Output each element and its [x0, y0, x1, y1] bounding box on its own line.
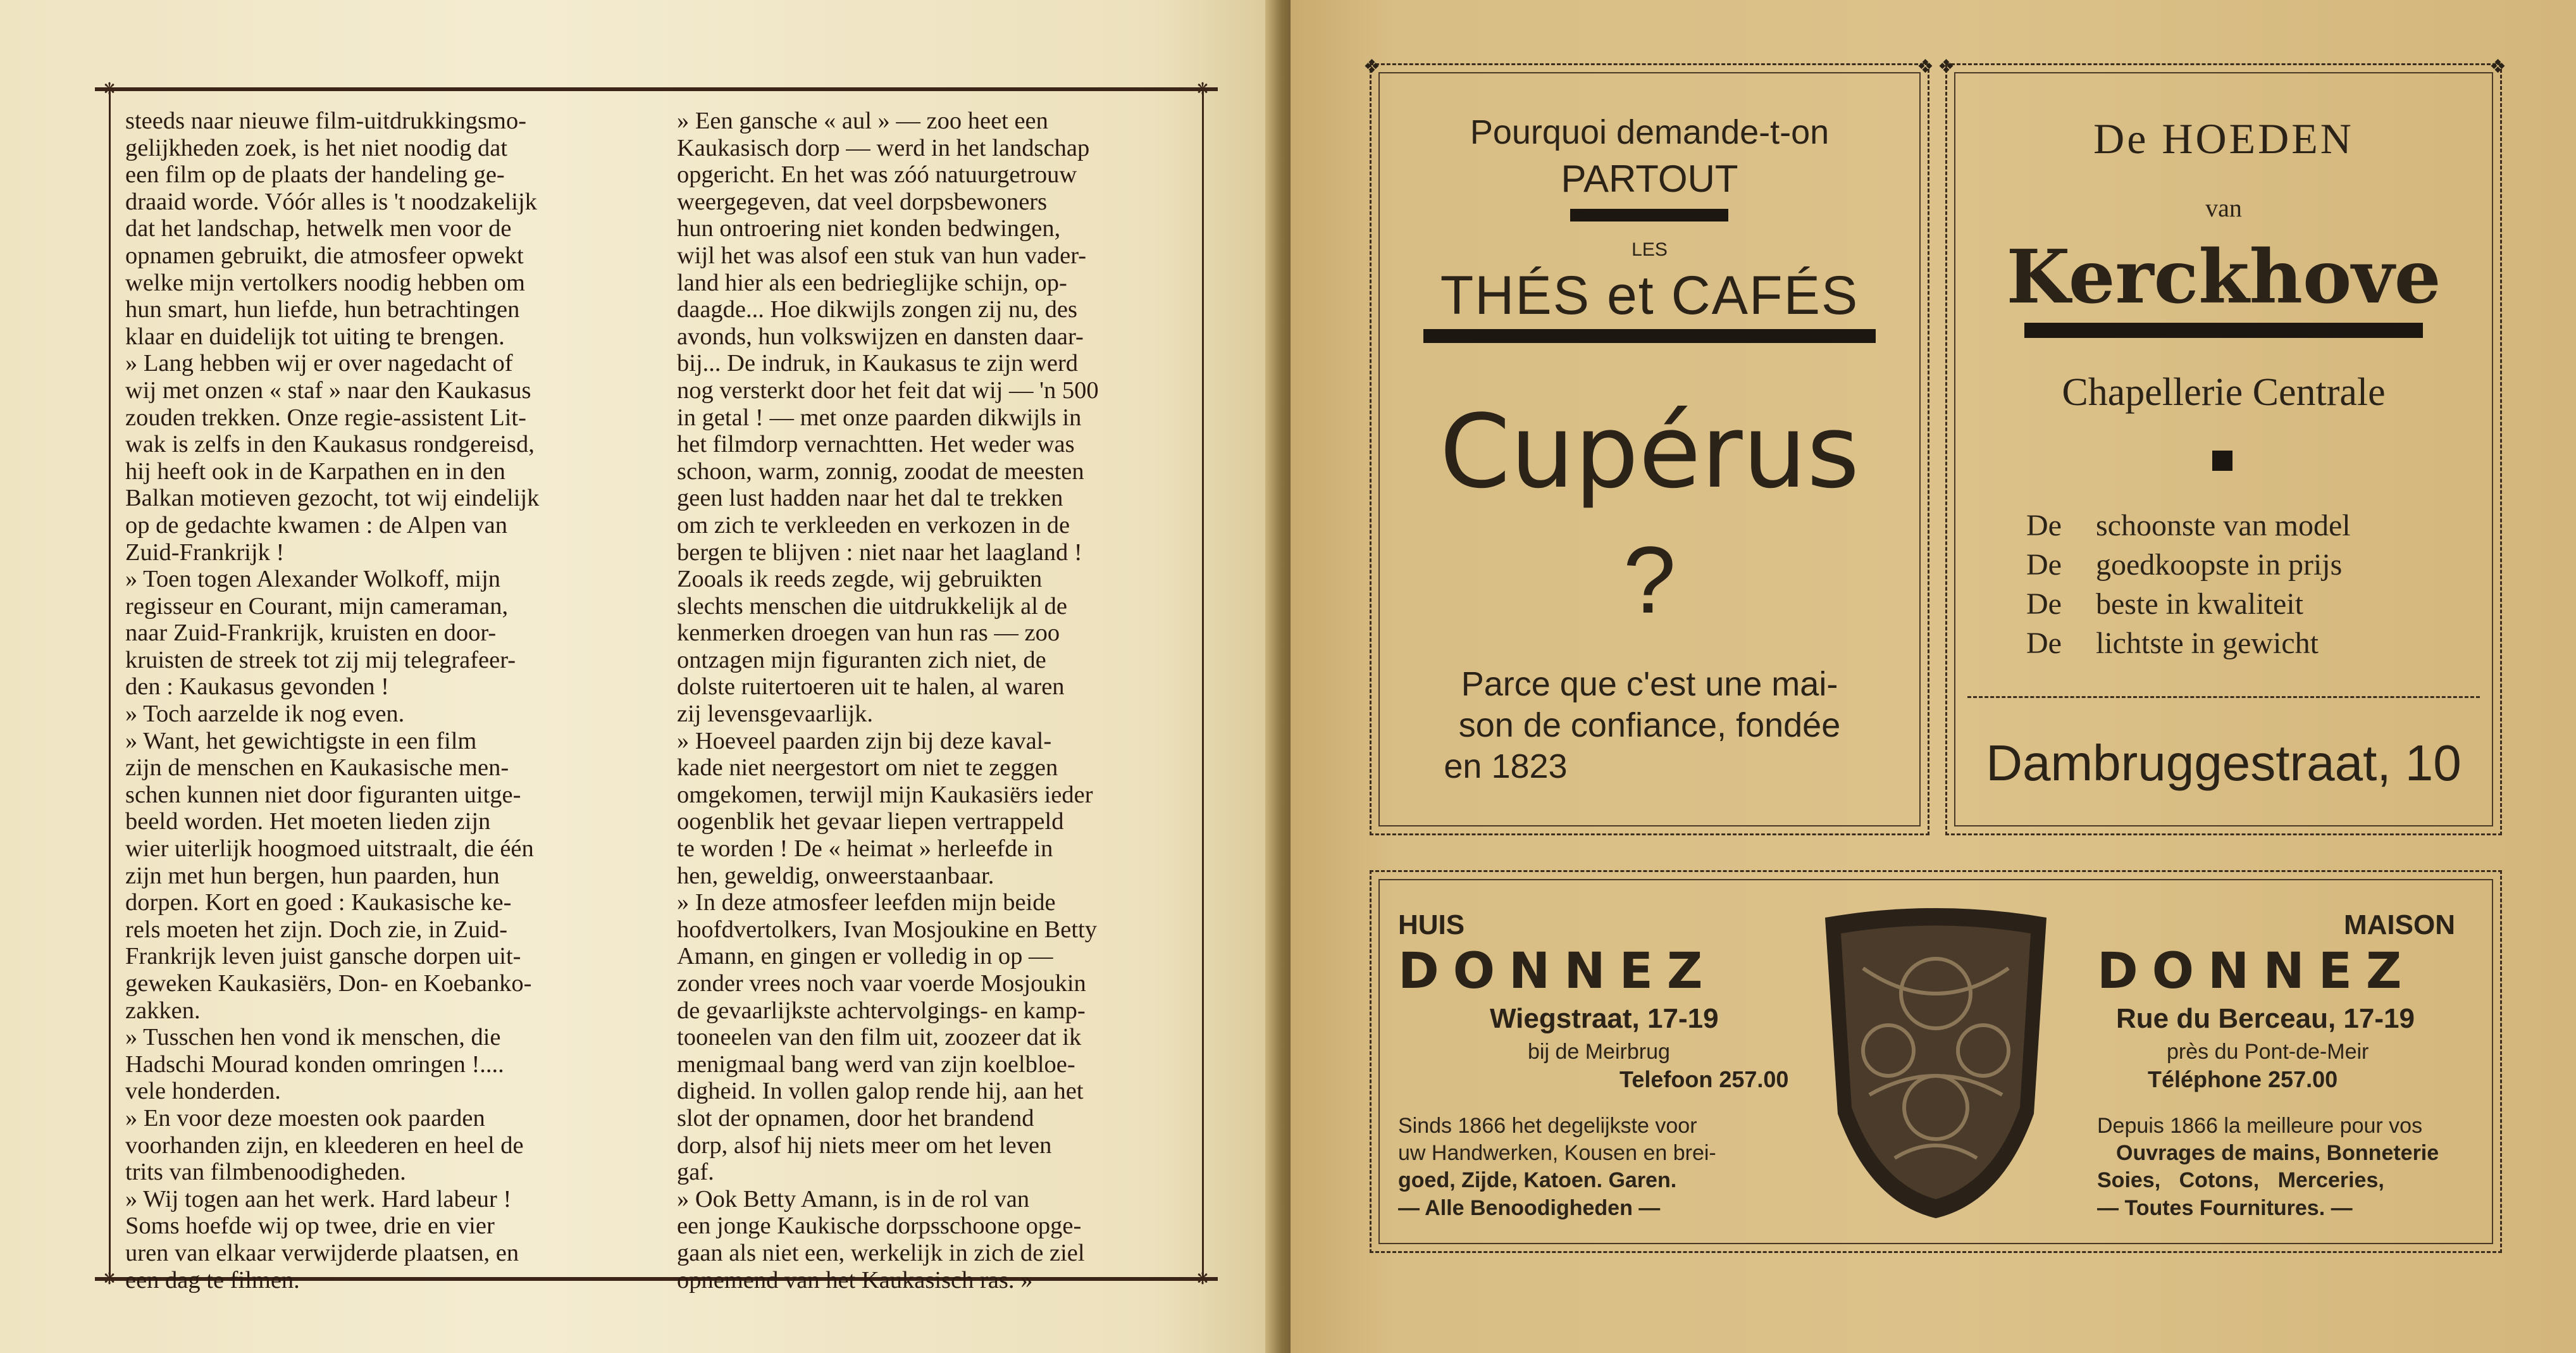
donnez-body-left-1: Sinds 1866 het degelijkste voor — [1398, 1114, 1697, 1138]
text-line: weergegeven, dat veel dorpsbewoners — [677, 188, 1048, 215]
cuperus-partout: PARTOUT — [1561, 158, 1738, 200]
divider — [1570, 209, 1728, 221]
text-line: vele honderden. — [125, 1078, 281, 1105]
feature-prefix: De — [2026, 587, 2062, 621]
donnez-body-right-4: — Toutes Fournitures. — — [2097, 1196, 2353, 1220]
text-line: » Hoeveel paarden zijn bij deze kaval- — [677, 727, 1052, 754]
feature-text: beste in kwaliteit — [2096, 587, 2303, 621]
text-line: » Want, het gewichtigste in een film — [125, 727, 477, 754]
feature-prefix: De — [2026, 548, 2062, 582]
text-line: Soms hoefde wij op twee, drie en vier — [125, 1213, 495, 1240]
text-line: de gevaarlijkste achtervolgings- en kamp- — [677, 997, 1086, 1024]
text-line: zij levensgevaarlijk. — [677, 701, 874, 728]
kerckhove-address: Dambruggestraat, 10 — [1986, 735, 2461, 791]
text-line: hij heeft ook in de Karpathen en in den — [125, 458, 505, 485]
text-line: welke mijn vertolkers noodig hebben om — [125, 269, 525, 296]
text-line: zijn de menschen en Kaukasische men- — [125, 754, 509, 782]
corner-ornament-icon: ❖ — [1938, 56, 1955, 78]
cuperus-brand: Cupérus — [1439, 392, 1860, 511]
cuperus-les: LES — [1632, 239, 1668, 260]
text-line: » Lang hebben wij er over nagedacht of — [125, 350, 513, 377]
text-line: dorp, alsof hij niets meer om het leven — [677, 1132, 1052, 1159]
text-line: » In deze atmosfeer leefden mijn beide — [677, 889, 1056, 916]
text-line: regisseur en Courant, mijn cameraman, — [125, 592, 509, 620]
donnez-phone-left: Telefoon 257.00 — [1619, 1066, 1789, 1092]
text-line: naar Zuid-Frankrijk, kruisten en door- — [125, 620, 497, 647]
text-line: in getal ! — met onze paarden dikwijls in — [677, 404, 1082, 431]
donnez-name-left: DONNEZ — [1398, 943, 1717, 1000]
text-line: zakken. — [125, 997, 201, 1024]
text-line: Balkan motieven gezocht, tot wij eindelijk — [125, 485, 540, 512]
text-line: wijl het was alsof een stuk van hun vader- — [677, 242, 1087, 269]
text-line: » Tusschen hen vond ik menschen, die — [125, 1024, 501, 1051]
kerckhove-subtitle: Chapellerie Centrale — [2062, 371, 2386, 414]
text-line: slot der opnamen, door het brandend — [677, 1104, 1034, 1132]
divider — [2024, 323, 2423, 338]
bullet-square-icon — [2212, 451, 2232, 471]
text-line: een dag te filmen. — [125, 1266, 300, 1294]
donnez-near-left: bij de Meirbrug — [1528, 1040, 1670, 1064]
donnez-maison: MAISON — [2344, 909, 2455, 940]
donnez-body-right-1: Depuis 1866 la meilleure pour vos — [2097, 1114, 2423, 1138]
corner-ornament-icon: ❖ — [2489, 56, 2506, 78]
text-line: daagde... Hoe dikwijls zongen zij nu, des — [677, 296, 1077, 323]
cuperus-tagline-2: son de confiance, fondée — [1458, 706, 1841, 744]
cuperus-question-mark: ? — [1623, 527, 1676, 633]
divider — [1423, 329, 1876, 343]
corner-ornament-icon: ❋ — [1196, 80, 1210, 99]
text-line: » Wij togen aan het werk. Hard labeur ! — [125, 1185, 512, 1213]
text-line: schoon, warm, zonnig, zoodat de meesten — [677, 458, 1084, 485]
text-line: opnamen gebruikt, die atmosfeer opwekt — [125, 242, 524, 269]
text-line: slechts menschen die uitdrukkelijk al de — [677, 592, 1067, 620]
feature-prefix: De — [2026, 509, 2062, 542]
cuperus-thes-cafes: THÉS et CAFÉS — [1440, 265, 1859, 326]
feature-text: lichtste in gewicht — [2096, 627, 2319, 660]
text-line: uren van elkaar verwijderde plaatsen, en — [125, 1239, 519, 1266]
text-line: den : Kaukasus gevonden ! — [125, 673, 389, 701]
text-line: opgericht. En het was zóó natuurgetrouw — [677, 161, 1077, 189]
text-line: kruisten de streek tot zij mij telegrafeer- — [125, 646, 516, 673]
text-line: te worden ! De « heimat » herleefde in — [677, 835, 1053, 863]
text-line: een film op de plaats der handeling ge- — [125, 161, 505, 189]
text-line: hoofdvertolkers, Ivan Mosjoukine en Betty — [677, 916, 1097, 943]
text-line: Zuid-Frankrijk ! — [125, 539, 285, 566]
donnez-street-right: Rue du Berceau, 17-19 — [2116, 1003, 2415, 1034]
corner-ornament-icon: ❋ — [1196, 1269, 1210, 1288]
text-line: zouden trekken. Onze regie-assistent Lit- — [125, 404, 526, 431]
kerckhove-features-list — [2026, 506, 2456, 663]
left-page — [0, 0, 1281, 1353]
donnez-body-right-2: Ouvrages de mains, Bonneterie — [2116, 1141, 2439, 1165]
text-line: Zooals ik reeds zegde, wij gebruikten — [677, 566, 1043, 593]
donnez-near-right: près du Pont-de-Meir — [2167, 1040, 2369, 1064]
text-line: bij... De indruk, in Kaukasus te zijn werd — [677, 350, 1079, 377]
text-line: op de gedachte kwamen : de Alpen van — [125, 511, 508, 539]
text-line: trits van filmbenoodigheden. — [125, 1159, 406, 1186]
text-line: avonds, hun volkswijzen en dansten daar- — [677, 323, 1084, 350]
text-line: ontzagen mijn figuranten zich niet, de — [677, 646, 1046, 673]
text-line: Frankrijk leven juist gansche dorpen uit- — [125, 943, 521, 970]
kerckhove-van: van — [2205, 194, 2242, 222]
corner-ornament-icon: ❋ — [102, 80, 116, 99]
text-line: geen lust hadden naar het dal te trekken — [677, 485, 1063, 512]
feature-row — [2026, 585, 2456, 624]
text-line: tooneelen van den film uit, zoozeer dat ik — [677, 1024, 1082, 1051]
donnez-phone-right: Téléphone 257.00 — [2148, 1066, 2338, 1092]
text-line: hun ontroering niet konden bedwingen, — [677, 215, 1061, 242]
text-line: » Toen togen Alexander Wolkoff, mijn — [125, 566, 501, 593]
donnez-advertisement — [1370, 870, 2502, 1253]
text-line: omgekomen, terwijl mijn Kaukasiërs ieder — [677, 781, 1093, 808]
kerckhove-brand: Kerckhove — [2006, 234, 2441, 320]
text-line: digheid. In vollen galop rende hij, aan het — [677, 1078, 1084, 1105]
text-line: dorpen. Kort en goed : Kaukasische ke- — [125, 889, 512, 916]
feature-row — [2026, 506, 2456, 546]
text-column-1 — [125, 108, 628, 1294]
feature-prefix: De — [2026, 627, 2062, 660]
text-line: opnemend van het Kaukasisch ras. » — [677, 1266, 1033, 1294]
kerckhove-title: De HOEDEN — [2093, 115, 2354, 163]
text-line: draaid worde. Vóór alles is 't noodzakelijk — [125, 188, 537, 215]
donnez-body-left-3: goed, Zijde, Katoen. Garen. — [1398, 1168, 1677, 1192]
lace-shield-image — [1812, 905, 2059, 1221]
text-line: oogenblik het gevaar liepen vertrappeld — [677, 808, 1064, 835]
text-line: menigmaal bang werd van zijn koelbloe- — [677, 1051, 1075, 1078]
corner-ornament-icon: ❖ — [1917, 56, 1934, 78]
text-column-2 — [677, 108, 1180, 1294]
text-line: schen kunnen niet door figuranten uitge- — [125, 781, 521, 808]
text-line: beeld worden. Het moeten lieden zijn — [125, 808, 491, 835]
cuperus-advertisement — [1363, 56, 1934, 835]
donnez-street-left: Wiegstraat, 17-19 — [1490, 1003, 1719, 1034]
text-line: » Ook Betty Amann, is in de rol van — [677, 1185, 1030, 1213]
text-line: steeds naar nieuwe film-uitdrukkingsmo- — [125, 108, 527, 134]
text-line: rels moeten het zijn. Doch zie, in Zuid- — [125, 916, 508, 943]
text-line: zijn met hun bergen, hun paarden, hun — [125, 862, 500, 889]
text-line: Amann, en gingen er volledig in op — — [677, 943, 1053, 970]
text-line: nog versterkt door het feit dat wij — 'n 500 — [677, 377, 1099, 404]
text-line: wij met onzen « staf » naar den Kaukasus — [125, 377, 531, 404]
donnez-name-right: DONNEZ — [2097, 943, 2416, 1000]
text-line: gelijkheden zoek, is het niet noodig dat — [125, 134, 508, 161]
text-line: » Toch aarzelde ik nog even. — [125, 701, 405, 728]
text-line: gaan als niet een, werkelijk in zich de ziel — [677, 1239, 1085, 1266]
kerckhove-advertisement — [1938, 56, 2506, 835]
feature-text: goedkoopste in prijs — [2096, 548, 2343, 582]
text-line: hen, geweldig, onweerstaanbaar. — [677, 862, 994, 889]
text-line: wak is zelfs in den Kaukasus rondgereisd, — [125, 431, 535, 458]
text-line: voorhanden zijn, en kleederen en heel de — [125, 1132, 524, 1159]
donnez-body-left-4: — Alle Benoodigheden — — [1398, 1196, 1661, 1220]
text-line: Kaukasisch dorp — werd in het landschap — [677, 134, 1090, 161]
text-line: klaar en duidelijk tot uiting te brengen. — [125, 323, 505, 350]
text-line: kade niet neergestort om niet te zeggen — [677, 754, 1058, 782]
corner-ornament-icon: ❋ — [102, 1269, 116, 1288]
text-line: » En voor deze moesten ook paarden — [125, 1104, 485, 1132]
text-line: dolste ruitertoeren uit te halen, al waren — [677, 673, 1065, 701]
text-line: geweken Kaukasiërs, Don- en Koebanko- — [125, 970, 532, 997]
feature-text: schoonste van model — [2096, 509, 2351, 542]
feature-row — [2026, 546, 2456, 585]
text-line: gaf. — [677, 1159, 714, 1186]
divider-dashed — [1967, 696, 2480, 698]
cuperus-tagline-3: en 1823 — [1444, 747, 1568, 785]
corner-ornament-icon: ❖ — [1363, 56, 1380, 78]
text-line: hun smart, hun liefde, hun betrachtingen — [125, 296, 520, 323]
donnez-body-left-2: uw Handwerken, Kousen en brei- — [1398, 1141, 1716, 1165]
donnez-huis: HUIS — [1398, 909, 1465, 940]
feature-row — [2026, 624, 2456, 663]
text-line: » Een gansche « aul » — zoo heet een — [677, 108, 1048, 134]
text-line: Hadschi Mourad konden omringen !.... — [125, 1051, 504, 1078]
text-line: dat het landschap, hetwelk men voor de — [125, 215, 512, 242]
text-line: om zich te verkleeden en verkozen in de — [677, 511, 1070, 539]
text-line: het filmdorp vernachtten. Het weder was — [677, 431, 1075, 458]
donnez-body-right-3: Soies, Cotons, Merceries, — [2097, 1168, 2384, 1192]
right-page — [1291, 0, 2576, 1353]
text-line: bergen te blijven : niet naar het laagland ! — [677, 539, 1082, 566]
cuperus-line1: Pourquoi demande-t-on — [1470, 113, 1830, 151]
text-line: kenmerken droegen van hun ras — zoo — [677, 620, 1060, 647]
cuperus-tagline-1: Parce que c'est une mai- — [1461, 665, 1838, 703]
text-line: zonder vrees noch vaar voerde Mosjoukin — [677, 970, 1086, 997]
text-line: wier uiterlijk hoogmoed uitstraalt, die één — [125, 835, 534, 863]
text-line: een jonge Kaukische dorpsschoone opge- — [677, 1213, 1082, 1240]
text-line: land hier als een bedrieglijke schijn, op- — [677, 269, 1067, 296]
